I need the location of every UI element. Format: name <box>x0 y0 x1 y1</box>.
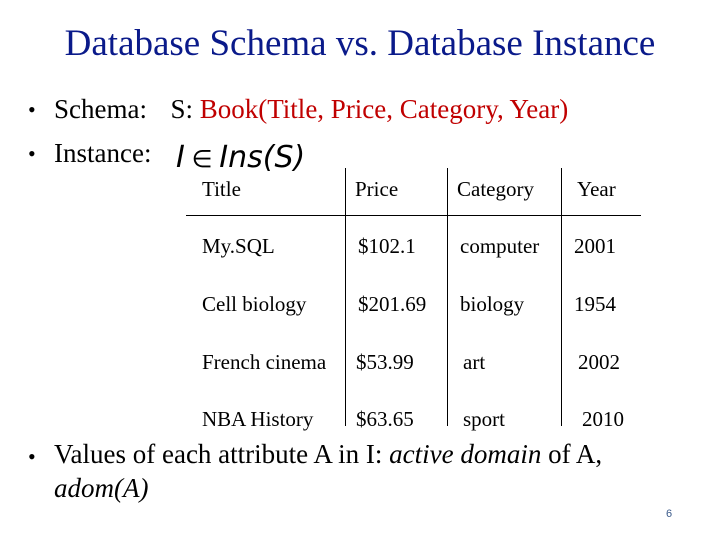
table-cell-year: 1954 <box>574 292 616 316</box>
table-cell-price: $63.65 <box>356 407 414 431</box>
table-header-rule <box>186 215 641 216</box>
values-text: Values of each attribute A in I: <box>54 439 383 469</box>
table-cell-price: $53.99 <box>356 350 414 374</box>
active-domain-term: active domain <box>389 439 542 469</box>
schema-line <box>54 94 568 125</box>
table-cell-title: French cinema <box>202 350 327 374</box>
page-number: 6 <box>666 508 673 520</box>
table-cell-title: Cell biology <box>202 292 307 316</box>
bullet-dot-schema: • <box>28 97 36 122</box>
column-header-year: Year <box>577 177 616 201</box>
schema-definition: Book(Title, Price, Category, Year) <box>199 94 569 124</box>
bullet-dot-instance: • <box>28 141 36 166</box>
adom-notation: adom(A) <box>54 473 149 503</box>
values-line <box>54 439 602 470</box>
column-header-title: Title <box>202 177 241 201</box>
table-cell-year: 2010 <box>582 407 624 431</box>
table-cell-price: $201.69 <box>358 292 427 316</box>
table-cell-title: NBA History <box>202 407 314 431</box>
schema-label: Schema: <box>54 94 147 124</box>
values-text-end: of A, <box>548 439 603 469</box>
schema-symbol: S: <box>170 94 194 124</box>
instance-set: Ins(S) <box>219 140 306 175</box>
column-header-price: Price <box>355 177 399 201</box>
table-cell-year: 2001 <box>574 234 616 258</box>
table-cell-category: biology <box>460 292 525 316</box>
table-cell-price: $102.1 <box>358 234 416 258</box>
table-cell-category: sport <box>463 407 505 431</box>
table-cell-category: computer <box>460 234 540 258</box>
table-divider-1 <box>345 168 346 426</box>
instance-formula <box>176 140 305 175</box>
table-divider-3 <box>561 168 562 426</box>
instance-label: Instance: <box>54 138 152 168</box>
table-divider-2 <box>447 168 448 426</box>
table-cell-year: 2002 <box>578 350 620 374</box>
element-of-symbol: ∈ <box>191 145 213 173</box>
bullet-dot-values: • <box>28 444 36 469</box>
table-cell-title: My.SQL <box>202 234 275 258</box>
table-cell-category: art <box>463 350 486 374</box>
column-header-category: Category <box>457 177 534 201</box>
slide-title: Database Schema vs. Database Instance <box>64 23 656 64</box>
instance-symbol-i: I <box>176 140 185 175</box>
